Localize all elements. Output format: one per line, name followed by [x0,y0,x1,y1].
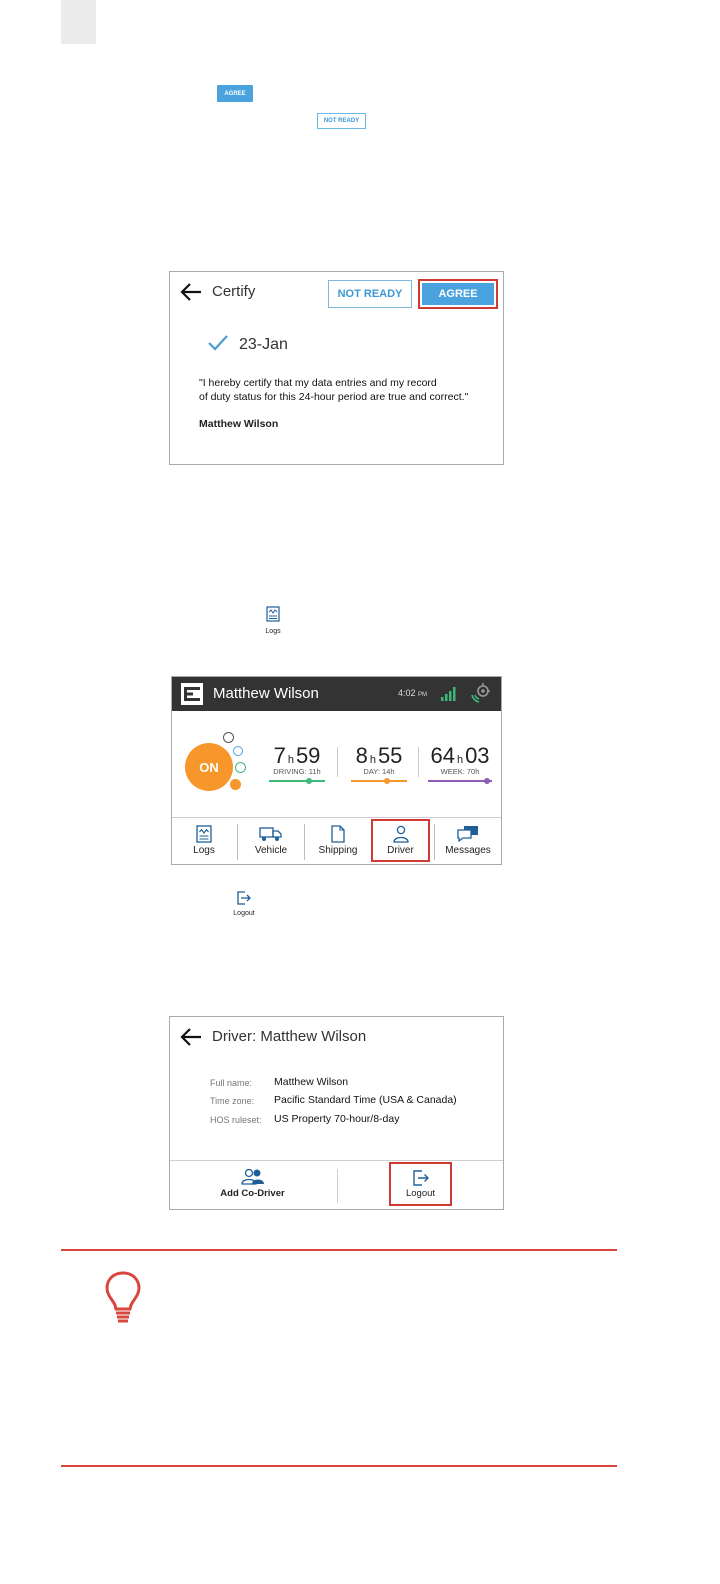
inline-logs-icon [258,606,288,640]
certify-screen [169,271,504,465]
week-minutes: 03 [465,743,490,768]
page-corner-tab [61,0,96,44]
clock-period: PM [418,692,428,698]
logout-button-highlight [389,1162,452,1206]
tab-messages-label: Messages [445,845,491,856]
day-timer [351,743,407,782]
tab-logs-label: Logs [193,845,215,856]
hours-unit: h [456,754,464,766]
inline-agree-button-icon: AGREE [217,85,253,102]
dashboard-screen [171,676,502,865]
tab-vehicle-label: Vehicle [254,845,288,856]
driving-hours: 7 [273,743,286,768]
day-hours: 8 [355,743,368,768]
certification-statement [199,376,499,404]
tab-vehicle[interactable] [238,818,304,865]
week-progress-dot [484,778,490,784]
certify-date: 23-Jan [239,336,288,353]
checkmark-icon [207,334,229,352]
certify-title: Certify [212,283,256,300]
logs-icon [196,825,212,843]
statement-line-2: of duty status for this 24-hour period are true and correct." [199,391,469,403]
add-co-driver-icon [241,1168,265,1186]
agree-button-highlight [418,279,498,309]
document-icon [330,825,346,843]
certify-driver-name: Matthew Wilson [199,418,279,430]
duty-status-on-button[interactable]: ON [185,743,233,791]
divider [418,747,419,777]
inline-logs-label: Logs [265,628,281,635]
driver-tab-highlight [371,819,430,862]
hours-unit: h [287,754,294,766]
week-timer [428,743,492,782]
logout-label: Logout [405,1188,436,1199]
logs-icon [266,606,280,622]
day-progress-dot [384,778,390,784]
hos-ruleset-value: US Property 70-hour/8-day [274,1113,400,1125]
week-hours: 64 [430,743,455,768]
tab-shipping[interactable] [305,818,371,865]
time-zone-value: Pacific Standard Time (USA & Canada) [274,1094,457,1106]
status-bubble-icon [223,732,234,743]
tip-top-rule [61,1249,617,1251]
add-co-driver-button[interactable] [200,1161,305,1199]
statement-line-1: "I hereby certify that my data entries and my record [199,377,437,389]
full-name-value: Matthew Wilson [274,1076,349,1088]
signal-bars-icon [440,685,458,702]
full-name-label: Full name: [210,1078,253,1088]
driver-title: Driver: Matthew Wilson [212,1028,367,1045]
driving-progress-dot [306,778,312,784]
week-limit-label: WEEK: 70h [440,767,480,776]
driving-timer [269,743,325,782]
dashboard-header [172,677,501,711]
tip-bottom-rule [61,1465,617,1467]
hours-unit: h [369,754,376,766]
inline-logout-icon [229,891,259,921]
driver-name-header: Matthew Wilson [213,685,319,702]
hos-ruleset-label: HOS ruleset: [210,1115,262,1125]
divider [337,747,338,777]
driving-progress-bar [269,780,325,782]
driver-action-bar [170,1160,503,1210]
back-arrow-icon[interactable] [179,282,203,302]
agree-button[interactable]: AGREE [422,283,494,305]
back-arrow-icon[interactable] [179,1027,203,1047]
add-co-driver-label: Add Co-Driver [220,1188,285,1199]
tab-messages[interactable] [435,818,501,865]
clock-time: 4:02 [398,688,416,698]
week-progress-bar [428,780,492,782]
driving-minutes: 59 [295,743,321,768]
clock [398,688,427,698]
truck-icon [259,825,283,843]
lightbulb-icon [103,1270,143,1326]
gps-satellite-icon [470,682,492,704]
day-limit-label: DAY: 14h [363,767,395,776]
status-bubble-icon [233,746,243,756]
day-minutes: 55 [377,743,403,768]
divider [337,1169,338,1203]
inline-logout-label: Logout [233,910,255,917]
not-ready-button[interactable]: NOT READY [328,280,412,308]
day-progress-bar [351,780,407,782]
tab-logs[interactable] [172,818,236,865]
inline-not-ready-button-icon: NOT READY [317,113,366,129]
status-bubble-icon [230,779,241,790]
app-logo-icon [181,683,203,705]
tab-shipping-label: Shipping [318,845,358,856]
tab-driver-label: Driver [387,845,414,856]
messages-icon [456,825,480,843]
driving-limit-label: DRIVING: 11h [273,767,321,776]
status-bubble-icon [235,762,246,773]
bottom-tab-bar [172,817,501,865]
time-zone-label: Time zone: [210,1096,255,1106]
logout-icon [236,891,252,905]
driver-screen [169,1016,504,1210]
